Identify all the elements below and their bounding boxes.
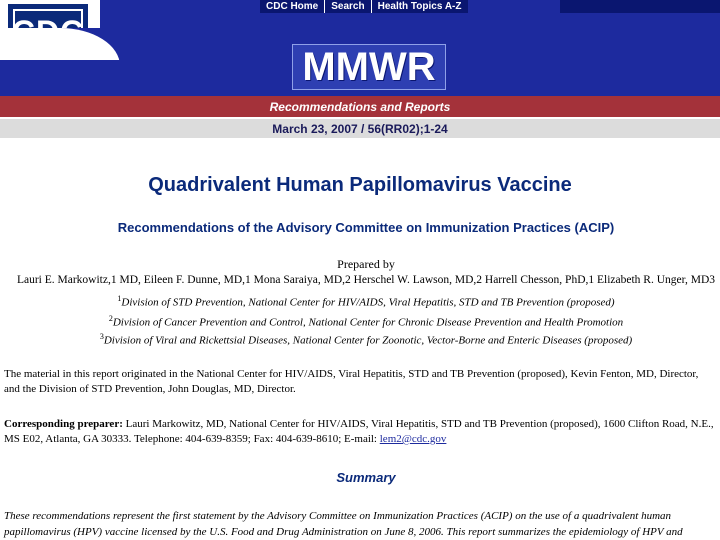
- affiliation-3: [0, 332, 720, 347]
- affiliation-number: 1: [117, 294, 122, 303]
- series-title: Recommendations and Reports: [269, 99, 451, 114]
- author-list: Lauri E. Markowitz,1 MD, Eileen F. Dunne, MD,1 Mona Saraiya, MD,2 Herschel W. Lawson, MD,2 Harrell Chesson, PhD,1 Elizabeth R. Unger, MD3: [16, 274, 716, 286]
- corresponding-preparer: [4, 417, 716, 447]
- issue-date: March 23, 2007 / 56(RR02);1-24: [272, 121, 448, 136]
- nav-link-health-topics[interactable]: Health Topics A-Z: [377, 1, 462, 12]
- mmwr-logo[interactable]: [292, 44, 446, 90]
- affiliation-number: 3: [99, 332, 104, 341]
- nav-link-cdc-home[interactable]: CDC Home: [260, 0, 325, 13]
- summary-heading: Summary: [336, 470, 396, 485]
- mmwr-logo-text: MMWR: [302, 44, 436, 89]
- affiliation-1: [0, 294, 720, 309]
- origin-note: The material in this report originated in the National Center for HIV/AIDS, Viral Hepatitis, STD and TB Prevention (proposed), Kevin Fenton, MD, Director, and the Division of STD Prevention, John Douglas, MD, Director.: [4, 368, 699, 395]
- article-title: Quadrivalent Human Papillomavirus Vaccine: [148, 174, 572, 196]
- top-navigation-bar: [100, 0, 720, 28]
- email-link[interactable]: lem2@cdc.gov: [379, 433, 447, 445]
- issue-banner: [0, 119, 720, 138]
- prepared-by-label: Prepared by: [337, 257, 395, 271]
- affiliation-number: 2: [108, 314, 113, 323]
- header-curve-fill: [0, 60, 120, 96]
- nav-bar-tail: [560, 0, 720, 13]
- affiliation-text: Division of Viral and Rickettsial Diseases, National Center for Zoonotic, Vector-Borne and Enteric Diseases (proposed): [103, 334, 633, 347]
- affiliation-text: Division of Cancer Prevention and Control, National Center for Chronic Disease Prevention and Health Promotion: [112, 316, 624, 329]
- corresponding-text: Lauri Markowitz, MD, National Center for HIV/AIDS, Viral Hepatitis, STD and TB Prevention (proposed), 1600 Clifton Road, N.E., MS E02, Atlanta, GA 30333. Telephone: 404-639-8359; Fax: 404-639-8610; E-mail:: [4, 418, 714, 445]
- affiliation-2: [0, 314, 720, 329]
- nav-links: [260, 0, 468, 13]
- article-subtitle: Recommendations of the Advisory Committee on Immunization Practices (ACIP): [117, 220, 615, 235]
- summary-text: These recommendations represent the first statement by the Advisory Committee on Immunization Practices (ACIP) on the use of a quadrivalent human papillomavirus (HPV) vaccine licensed by the U.S. Food and Drug Administration on June 8, 2006. This report summarizes the epidemiology of HPV and: [4, 510, 683, 538]
- corresponding-label: Corresponding preparer:: [4, 418, 123, 430]
- series-banner: [0, 96, 720, 117]
- affiliation-text: Division of STD Prevention, National Center for HIV/AIDS, Viral Hepatitis, STD and TB Prevention (proposed): [121, 296, 615, 309]
- nav-link-search[interactable]: Search: [325, 0, 371, 13]
